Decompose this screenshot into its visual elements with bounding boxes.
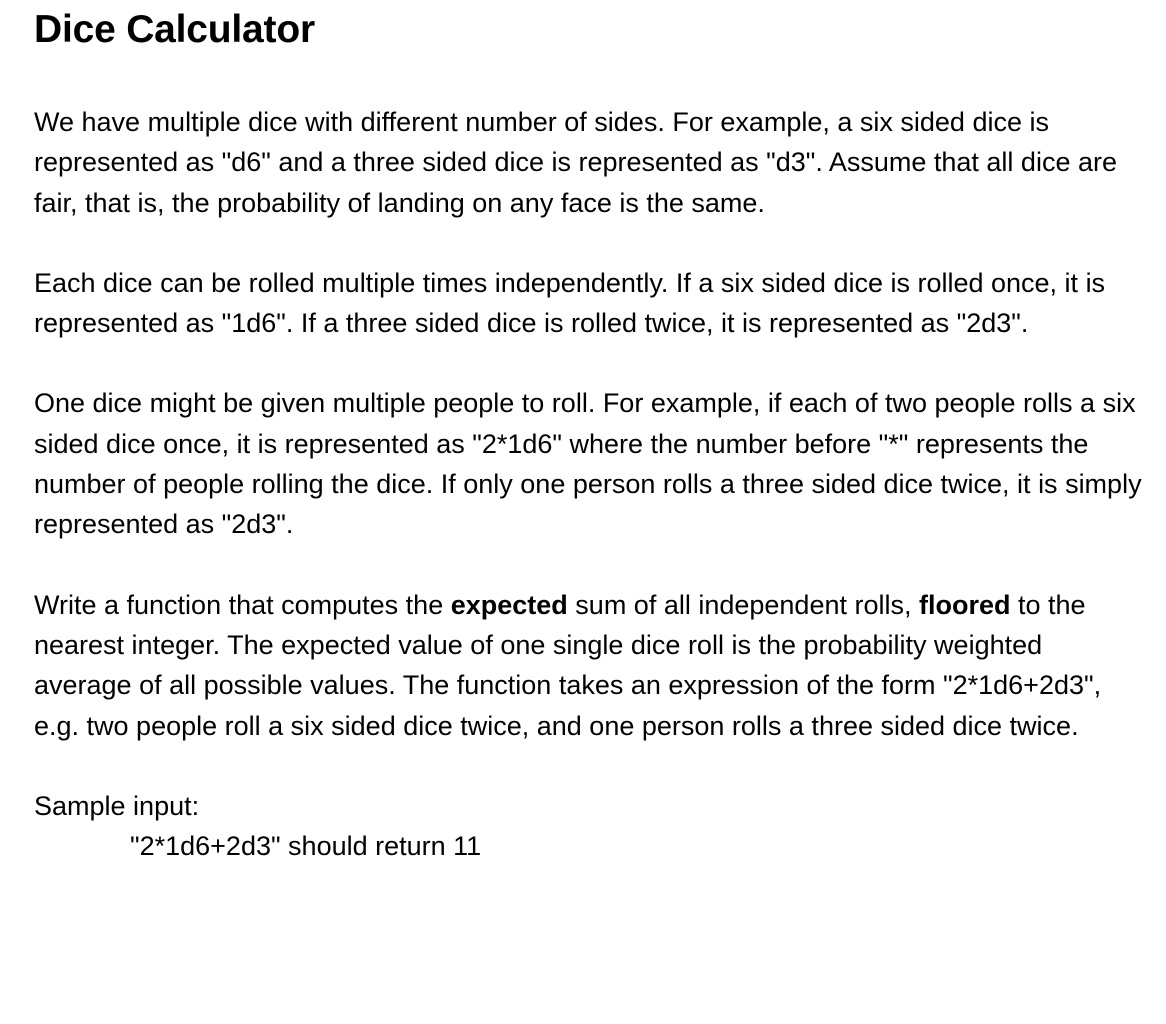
emphasis-expected: expected [450, 589, 568, 620]
sample-input-example: "2*1d6+2d3" should return 11 [130, 831, 482, 862]
paragraph-task [34, 585, 1146, 746]
sample-input-label: Sample input: [34, 790, 200, 821]
emphasis-floored: floored [919, 589, 1011, 620]
task-text-part1: Write a function that computes the [34, 589, 451, 620]
paragraph-dice-notation: We have multiple dice with different number of sides. For example, a six sided dice is represented as "d6" and a three sided dice is represented as "d3". Assume that all dice are fair, that is, the probability of landing on any face is the same. [34, 107, 1117, 218]
paragraph-multiple-rolls: Each dice can be rolled multiple times independently. If a six sided dice is rolled once, it is represented as "1d6". If a three sided dice is rolled twice, it is represented as "2d3". [34, 267, 1106, 339]
page-title: Dice Calculator [34, 8, 315, 51]
paragraph-multiple-people: One dice might be given multiple people to roll. For example, if each of two people rolls a six sided dice once, it is represented as "2*1d6" where the number before "*" represents the number of people rolling the dice. If only one person rolls a three sided dice twice, it is simply represented as "2d3". [34, 388, 1142, 540]
task-text-part3: to the nearest integer. The expected value of one single dice roll is the probability weighted average of all possible values. The function takes an expression of the form "2*1d6+2d3", e.g. two people roll a six sided dice twice, and one person rolls a three sided dice twice. [34, 589, 1102, 741]
task-text-part2: sum of all independent rolls, [567, 589, 919, 620]
